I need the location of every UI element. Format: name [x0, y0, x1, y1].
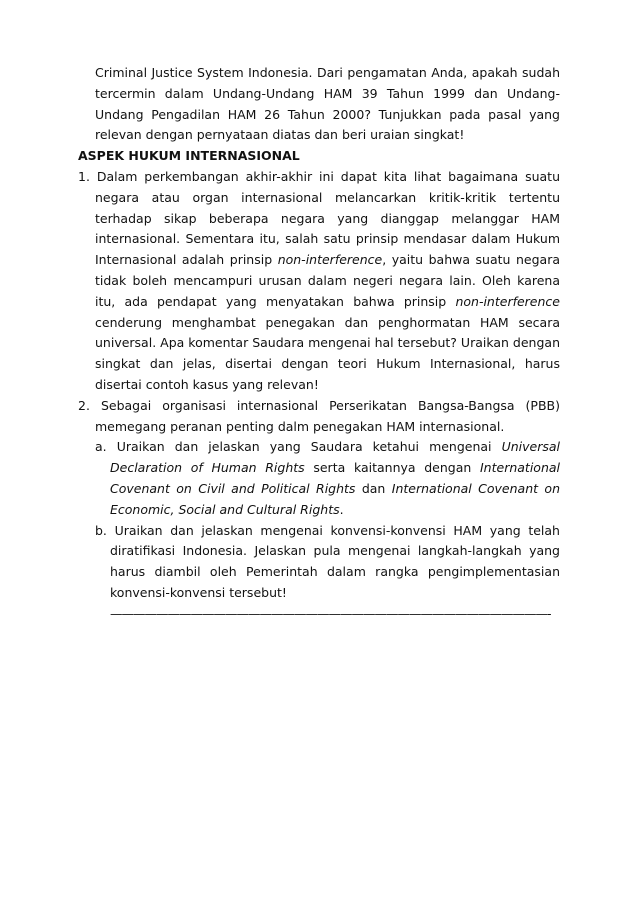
section-heading: ASPEK HUKUM INTERNASIONAL: [78, 148, 300, 164]
question-2a: [78, 437, 560, 520]
question-1-text-part: , yaitu bahwa suatu negara tidak boleh mencampuri urusan dalam negeri negara lain. Oleh karena itu, ada pendapat yang menyatakan bahwa prinsip: [95, 252, 561, 309]
question-2a-italic-term: International Covenant on Civil and Political Rights: [110, 460, 560, 496]
question-1-text-part: Dalam perkembangan akhir-akhir ini dapat kita lihat bagaimana suatu negara atau organ internasional melancarkan kritik-kritik tertentu terhadap sikap beberapa negara yang dianggap melanggar HAM internasional. Sementara itu, salah satu prinsip mendasar dalam Hukum Internasional adalah prinsip: [95, 168, 560, 268]
intro-paragraph: [78, 63, 560, 146]
question-2a-text-part: serta kaitannya dengan: [304, 460, 480, 476]
question-2a-italic-term: Universal Declaration of Human Rights: [110, 439, 560, 476]
question-1-italic-term: non-interference: [455, 293, 560, 309]
question-2b-label: b.: [95, 522, 107, 538]
question-2-text: Sebagai organisasi internasional Perserikatan Bangsa-Bangsa (PBB) memegang peranan penting dalm penegakan HAM internasional.: [95, 397, 560, 434]
question-1-text-part: cenderung menghambat penegakan dan penghormatan HAM secara universal. Apa komentar Saudara mengenai hal tersebut? Uraikan dengan singkat dan jelas, disertai dengan teori Hukum Internasional, harus disertai contoh kasus yang relevan!: [95, 314, 560, 392]
question-2b: [78, 521, 560, 604]
question-1: [78, 167, 560, 396]
question-2a-label: a.: [95, 439, 107, 455]
question-2a-text-part: Uraikan dan jelaskan yang Saudara ketahui mengenai: [116, 439, 502, 455]
question-2-number: 2.: [78, 397, 90, 413]
question-1-italic-term: non-interference: [277, 252, 383, 268]
question-2: [78, 396, 560, 438]
question-2a-italic-term: International Covenant on Economic, Social and Cultural Rights: [110, 480, 561, 517]
question-2a-text-part: dan: [355, 480, 392, 496]
question-2b-text: Uraikan dan jelaskan mengenai konvensi-konvensi HAM yang telah diratifikasi Indonesia. Jelaskan pula mengenai langkah-langkah yang harus diambil oleh Pemerintah dalam rangka pengimplementasian konvensi-konvensi tersebut!: [110, 522, 560, 600]
intro-text: Criminal Justice System Indonesia. Dari pengamatan Anda, apakah sudah tercermin dalam Undang-Undang HAM 39 Tahun 1999 dan Undang-Undang Pengadilan HAM 26 Tahun 2000? Tunjukkan pada pasal yang relevan dengan pernyataan diatas dan beri uraian singkat!: [95, 65, 560, 143]
question-2a-text-part: .: [339, 501, 344, 517]
end-rule: ——————————————————————————————————————-: [110, 605, 551, 621]
question-1-number: 1.: [78, 168, 90, 184]
